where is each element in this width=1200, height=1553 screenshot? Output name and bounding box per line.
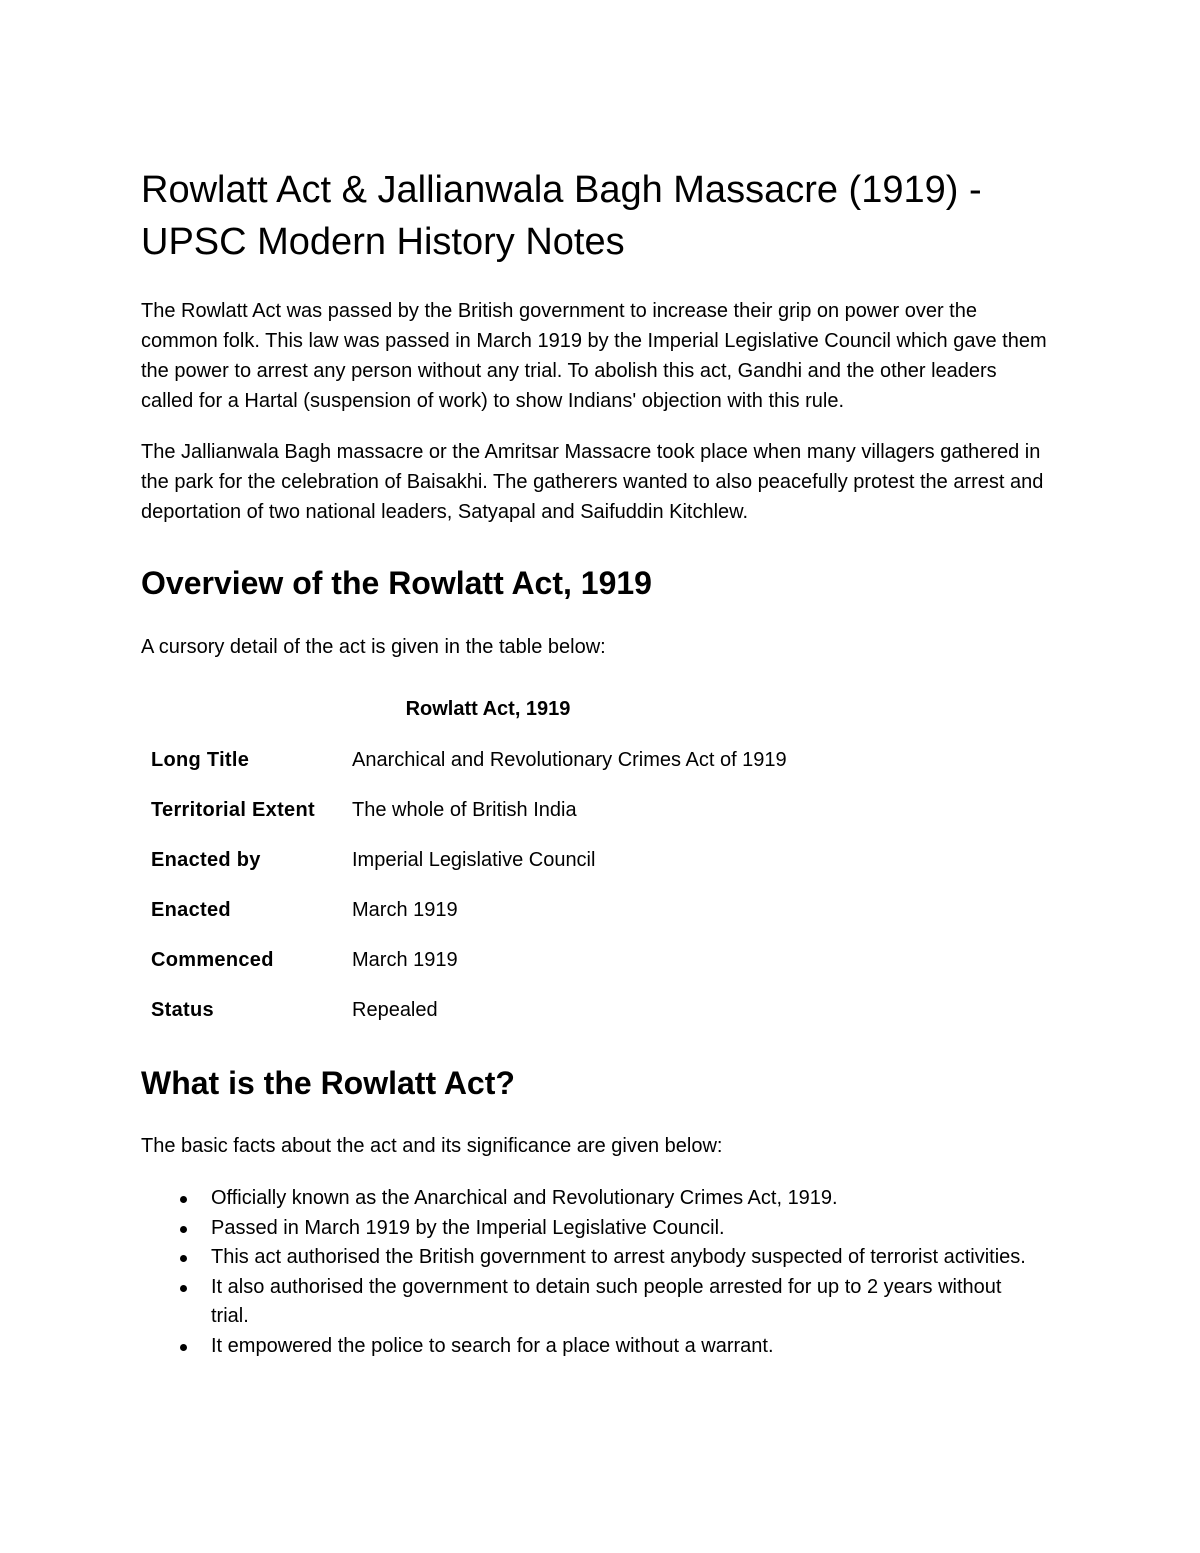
table-caption: Rowlatt Act, 1919 [405, 698, 571, 720]
row-key: Enacted by [151, 849, 261, 871]
table-row [141, 835, 901, 885]
row-key: Commenced [151, 949, 274, 971]
bullet-icon [180, 1196, 187, 1203]
table-intro-text: A cursory detail of the act is given in the table below: [141, 636, 606, 658]
table-row [141, 885, 901, 935]
row-key: Territorial Extent [151, 799, 315, 821]
act-details-table [141, 735, 901, 1035]
list-item [141, 1184, 1041, 1214]
list-item [141, 1273, 1041, 1332]
facts-list [141, 1184, 1041, 1361]
row-value: Repealed [352, 999, 438, 1021]
row-value: March 1919 [352, 899, 458, 921]
row-key: Status [151, 999, 214, 1021]
list-item-text: Officially known as the Anarchical and Revolutionary Crimes Act, 1919. [211, 1187, 838, 1209]
row-key: Enacted [151, 899, 231, 921]
list-item [141, 1332, 1041, 1362]
table-row [141, 735, 901, 785]
document-title: Rowlatt Act & Jallianwala Bagh Massacre (1919) - UPSC Modern History Notes [141, 169, 982, 263]
list-item-text: This act authorised the British government to arrest anybody suspected of terrorist activities. [211, 1246, 1026, 1268]
section-heading-overview: Overview of the Rowlatt Act, 1919 [141, 565, 652, 601]
row-value: The whole of British India [352, 799, 577, 821]
table-row [141, 785, 901, 835]
table-row [141, 935, 901, 985]
row-key: Long Title [151, 749, 250, 771]
row-value: Imperial Legislative Council [352, 849, 596, 871]
bullet-icon [180, 1226, 187, 1233]
list-item-text: It empowered the police to search for a place without a warrant. [211, 1334, 774, 1357]
intro-paragraph-rowlatt: The Rowlatt Act was passed by the British government to increase their grip on power over the common folk. This law was passed in March 1919 by the Imperial Legislative Council which gave them the power to arrest any person without any trial. To abolish this act, Gandhi and the other leaders called for a Hartal (suspension of work) to show Indians' objection with this rule. [141, 300, 1047, 412]
row-value: Anarchical and Revolutionary Crimes Act of 1919 [352, 749, 787, 771]
list-item [141, 1243, 1041, 1273]
bullet-icon [180, 1344, 187, 1351]
list-item-text: It also authorised the government to detain such people arrested for up to 2 years without trial. [211, 1275, 1002, 1327]
section-heading-what-is: What is the Rowlatt Act? [141, 1065, 515, 1101]
intro-paragraph-jallianwala: The Jallianwala Bagh massacre or the Amritsar Massacre took place when many villagers gathered in the park for the celebration of Baisakhi. The gatherers wanted to also peacefully protest the arrest and deportation of two national leaders, Satyapal and Saifuddin Kitchlew. [141, 441, 1044, 523]
row-value: March 1919 [352, 949, 458, 971]
list-intro-text: The basic facts about the act and its significance are given below: [141, 1135, 723, 1157]
list-item-text: Passed in March 1919 by the Imperial Legislative Council. [211, 1216, 725, 1239]
table-row [141, 985, 901, 1035]
bullet-icon [180, 1285, 187, 1292]
bullet-icon [180, 1255, 187, 1262]
list-item [141, 1214, 1041, 1244]
